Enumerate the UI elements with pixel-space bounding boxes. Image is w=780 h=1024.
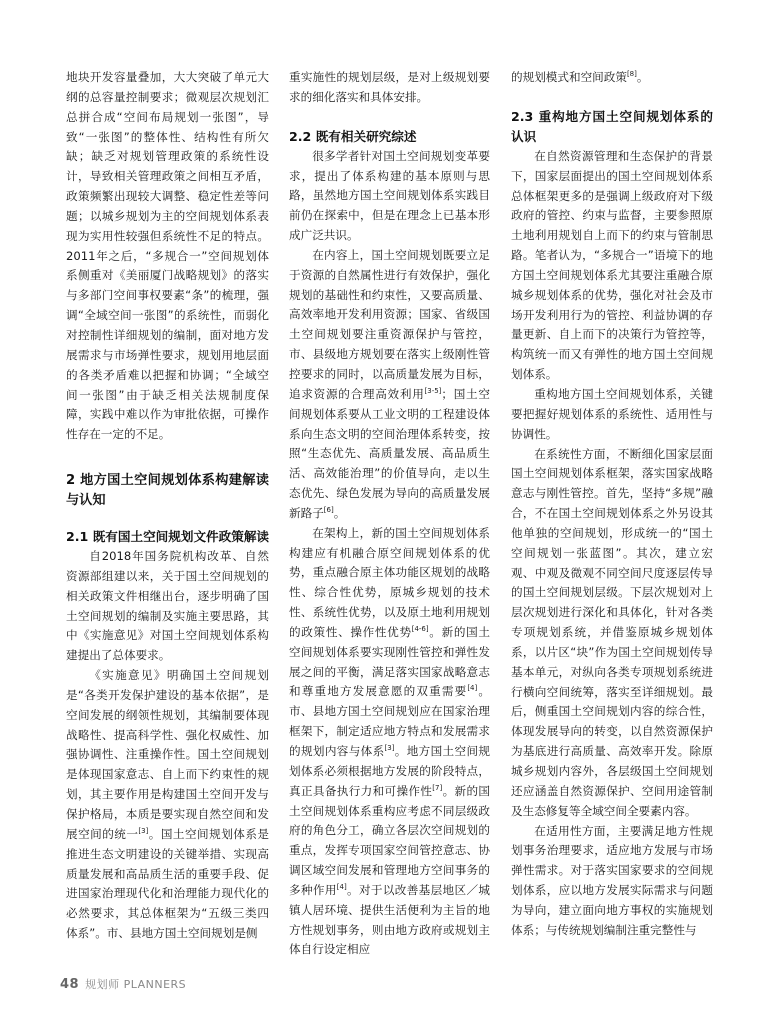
subsection-heading-2-2: 2.2 既有相关研究综述 <box>289 128 417 144</box>
citation: [4] <box>336 883 347 892</box>
paragraph: 的规划模式和空间政策[8]。 <box>511 70 649 84</box>
paragraph: 在内容上，国土空间规划既要立足于资源的自然属性进行有效保护，强化规划的基础性和约束性，又要高质量、高效率地开发利用资源；国家、省级国土空间规划要注重资源保护与管控，市、县级地方规划要在落实上级刚性管控要求的同时，以高质量发展为目标，追求资源的合理高效利用[3-5]；国土空间规划体系要从工业文明的工程建设体系向生态文明的空间治理体系转变，按照“生态优先、高质量发展、高品质生活、高效能治理”的价值导向，走以生态优先、绿色发展为导向的高质量发展新路子[6]。 <box>289 247 490 520</box>
paragraph: 在系统性方面，不断细化国家层面国土空间规划体系框架，落实国家战略意志与刚性管控。首先，坚持“多规”融合，不在国土空间规划体系之外另设其他单独的空间规划，形成统一的“国土空间规划一张蓝图”。其次，建立宏观、中观及微观不同空间尺度逐层传导的国土空间规划层级。下层次规划对上层次规划进行深化和具体化，针对各类专项规划系统，并借鉴原城乡规划体系，以片区“块”作为国土空间规划传导基本单元，对纵向各类专项规划系统进行横向空间统筹，落实至详细规划。最后，侧重国土空间规划内容的综合性，体现发展导向的转变，以自然资源保护为基底进行高质量、高效率开发。除原城乡规划内容外，各层级国土空间规划还应涵盖自然资源保护、空间用途管制及生态修复等全域空间全要素内容。 <box>511 446 713 818</box>
citation: [8] <box>626 70 637 79</box>
column-2 <box>289 68 490 960</box>
paragraph: 在自然资源管理和生态保护的背景下，国家层面提出的国土空间规划体系总体框架更多的是强调上级政府对下级政府的管控、约束与监督，主要参照原土地利用规划自上而下的约束与管制思路。笔者认为，“多规合一”语境下的地方国土空间规划体系尤其要注重融合原城乡规划体系的优势，强化对社会及市场开发利用行为的管控、利益协调的存量更新、自上而下的决策行为管控等，构筑统一而又有弹性的地方国土空间规划体系。 <box>511 148 713 382</box>
page-footer <box>60 976 186 992</box>
column-3 <box>511 68 713 941</box>
column-1 <box>66 68 269 944</box>
paragraph: 重实施性的规划层级，是对上级规划要求的细化落实和具体安排。 <box>289 70 490 104</box>
citation: [4-6] <box>411 625 429 634</box>
citation: [3] <box>384 744 395 753</box>
citation: [3] <box>138 826 149 835</box>
subsection-heading-2-3: 2.3 重构地方国土空间规划体系的认识 <box>511 108 713 144</box>
paragraph: 自2018年国务院机构改革、自然资源部组建以来，关于国土空间规划的相关政策文件相继出台，逐步明确了国土空间规划的编制及实施主要思路，其中《实施意见》对国土空间规划体系构建提出了总体要求。 <box>66 549 269 663</box>
paragraph: 地块开发容量叠加，大大突破了单元大纲的总容量控制要求；微观层次规划汇总拼合成“空间布局规划一张图”，导致“一张图”的整体性、结构性有所欠缺；缺乏对规划管理政策的系统性设计，导致相关管理政策之间相互矛盾，政策频繁出现较大调整、稳定性差等问题；以城乡规划为主的空间规划体系表现为实用性较强但系统性不足的特点。2011年之后，“多规合一”空间规划体系侧重对《美丽厦门战略规划》的落实与多部门空间事权要素“条”的梳理，强调“全域空间一张图”的系统性，而弱化对控制性详细规划的编制，面对地方发展需求与市场弹性要求，规划用地层面的各类矛盾难以把握和协调；“全域空间一张图”由于缺乏相关法规制度保障，实践中难以作为审批依据，可操作性存在一定的不足。 <box>66 70 269 442</box>
section-heading-2: 2 地方国土空间规划体系构建解读与认知 <box>66 473 269 509</box>
citation: [6] <box>323 506 334 515</box>
paragraph: 重构地方国土空间规划体系，关键要把握好规划体系的系统性、适用性与协调性。 <box>511 386 713 441</box>
paragraph: 很多学者针对国土空间规划变革要求，提出了体系构建的基本原则与思路，虽然地方国土空间规划体系实践目前仍在探索中，但是在理念上已基本形成广泛共识。 <box>289 148 490 243</box>
citation: [4] <box>467 684 478 693</box>
journal-name: 规划师 PLANNERS <box>85 978 187 991</box>
citation: [7] <box>432 783 443 792</box>
citation: [3-5] <box>424 386 442 395</box>
subsection-heading-2-1: 2.1 既有国土空间规划文件政策解读 <box>66 529 270 545</box>
paragraph: 在适用性方面，主要满足地方性规划事务治理要求，适应地方发展与市场弹性需求。对于落实国家要求的空间规划体系，应以地方发展实际需求与问题为导向，建立面向地方事权的实施规划体系；与传统规划编制注重完整性与 <box>511 823 713 937</box>
paragraph: 在架构上，新的国土空间规划体系构建应有机融合原空间规划体系的优势，重点融合原主体功能区规划的战略性、综合性优势，原城乡规划的技术性、系统性优势，以及原土地利用规划的政策性、操作性优势[4-6]。新的国土空间规划体系要实现刚性管控和弹性发展之间的平衡，满足落实国家战略意志和尊重地方发展意愿的双重需要[4]。市、县地方国土空间规划应在国家治理框架下，制定适应地方特点和发展需求的规划内容与体系[3]。地方国土空间规划体系必须根据地方发展的阶段特点，真正具备执行力和可操作性[7]。新的国土空间规划体系重构应考虑不同层级政府的角色分工，确立各层次空间规划的重点，发挥专项国家空间管控意志、协调区域空间发展和管理地方空间事务的多种作用[4]。对于以改善基层地区／城镇人居环境、提供生活便利为主旨的地方性规划事务，则由地方政府或规划主体自行设定相应 <box>289 525 490 957</box>
page-number: 48 <box>60 977 80 992</box>
paragraph: 《实施意见》明确国土空间规划是“各类开发保护建设的基本依据”，是空间发展的纲领性规划，其编制要体现战略性、提高科学性、强化权威性、加强协调性、注重操作性。国土空间规划是体现国家意志、自上而下约束性的规划，其主要作用是构建国土空间开发与保护格局，本质是要实现自然空间和发展空间的统一[3]。国土空间规划体系是推进生态文明建设的关键举措、实现高质量发展和高品质生活的重要手段、促进国家治理现代化和治理能力现代化的必然要求，其总体框架为“五级三类四体系”。市、县地方国土空间规划是侧 <box>66 668 269 941</box>
